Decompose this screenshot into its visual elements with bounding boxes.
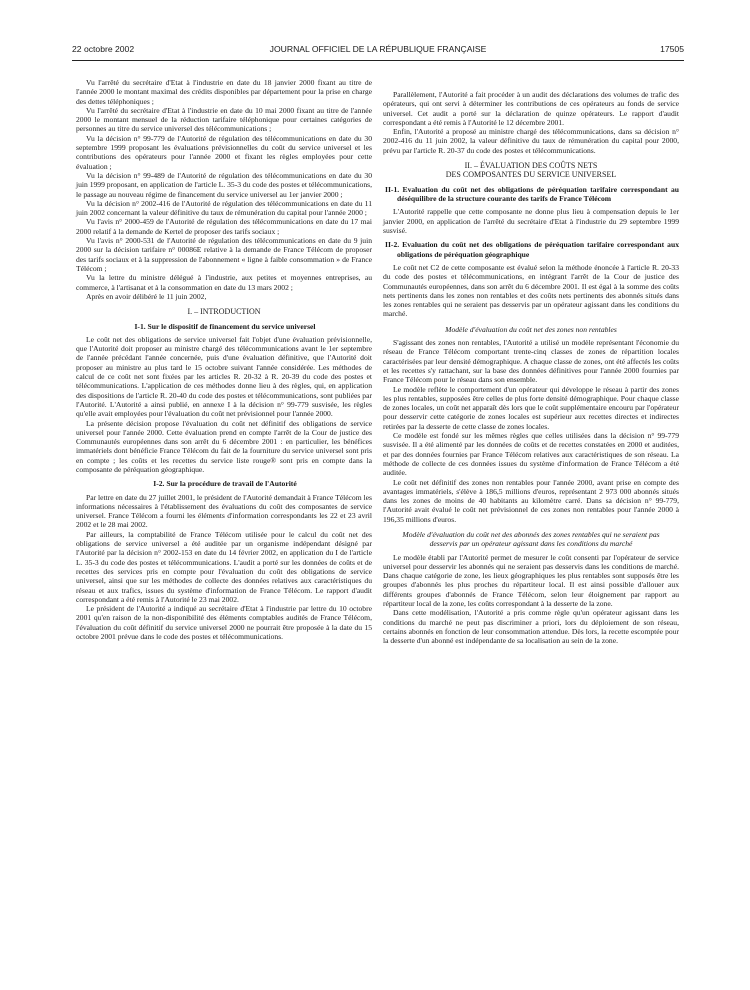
model-heading: Modèle d'évaluation du coût net des zones non rentables [445, 324, 617, 334]
page-number: 17505 [660, 44, 684, 54]
body-paragraph: Dans cette modélisation, l'Autorité a pris comme règle qu'un opérateur agissant dans les conditions du marché ne peut pas discriminer a priori, lors du déploiement de son réseau, certains abonnés en fonction de leur consommation attendue. Dès lors, la recette escomptée pour la desserte d'un abonné est indépendante de sa localisation au sein de la zone. [383, 608, 679, 646]
body-paragraph: La présente décision propose l'évaluation du coût net définitif des obligations de service universel pour l'année 2000. Cette évaluation prend en compte l'arrêt de la Cour de justice des Communautés européennes dans son arrêt du 6 décembre 2001 : en particulier, les bénéfices immatériels dont bénéficie France Télécom du fait de la fourniture du service universel sont pris en compte ; les coûts et les recettes du service liste rouge® sont pris en compte dans la composante de péréquation géographique. [76, 418, 372, 474]
section-heading [383, 161, 679, 180]
section-heading-line: II. – ÉVALUATION DES COÛTS NETS [464, 161, 598, 171]
body-paragraph: Le président de l'Autorité a indiqué au secrétaire d'Etat à l'industrie par lettre du 10 octobre 2001 qu'en raison de la non-disponibilité des éléments comptables audités de France Télécom, l'évaluation du coût définitif du service universel 2000 ne pourrait être proposée à la date du 15 octobre 2001 prévue dans le code des postes et télécommunications. [76, 604, 372, 642]
header-rule [72, 60, 684, 61]
vu-paragraph: Vu l'arrêté du secrétaire d'Etat à l'industrie en date du 10 mai 2000 fixant au titre de l'année 2000 le montant mensuel de la réduction tarifaire téléphonique pour certaines catégories de personnes au titre du service universel des télécommunications ; [76, 105, 372, 134]
body-paragraph: Par ailleurs, la comptabilité de France Télécom utilisée pour le calcul du coût net des obligations de service universel a été auditée par un organisme indépendant désigné par l'Autorité par la décision n° 2002-153 en date du 14 février 2002, en application du I de l'article L. 35-3 du code des postes et télécommunications. L'audit a porté sur les données de coûts et de recettes des services pris en compte pour l'évaluation du coût des obligations de service universel, ainsi que sur les méthodes de collecte des données relatives aux caractéristiques du réseau et aux trafics, issues du système d'information de France Télécom. Le rapport d'audit correspondant a été remis à l'Autorité le 23 mai 2002. [76, 529, 372, 604]
body-paragraph: Le coût net C2 de cette composante est évalué selon la méthode énoncée à l'article R. 20-33 du code des postes et télécommunications, en intégrant l'arrêt de la Cour de justice des Communautés européennes, dans son arrêt du 6 décembre 2001. Il est égal à la somme des coûts nets pertinents dans les zones non rentables et des coûts nets pertinents des abonnés situés dans les zones rentables qui ne seraient pas desservis par un opérateur agissant dans les conditions du marché. [383, 262, 679, 319]
left-column [76, 78, 372, 641]
vu-paragraph: Vu l'avis n° 2000-459 de l'Autorité de régulation des télécommunications en date du 17 mai 2000 relatif à la demande de Kertel de proposer des tarifs sociaux ; [76, 217, 372, 236]
body-paragraph: Le modèle reflète le comportement d'un opérateur qui développe le réseau à partir des zones les plus rentables, supposées être celles de plus forte densité démographique. Pour chaque classe de zones locales, un coût net apparaît dès lors que le coût supplémentaire encouru par l'opérateur pour desservir cette catégorie de zones locales est supérieur aux recettes directes et indirectes retirées par la desserte de cette classe de zones locales. [383, 384, 679, 431]
body-paragraph: Le coût net définitif des zones non rentables pour l'année 2000, avant prise en compte des avantages immatériels, s'élève à 186,5 millions d'euros, représentant 2 973 000 abonnés situés dans les zones de moins de 40 habitants au kilomètre carré. Dans sa décision n° 99-779, l'Autorité avait évalué le coût net prévisionnel de ces zones non rentables pour l'année 2000 à 196,35 millions d'euros. [383, 477, 679, 524]
vu-paragraph: Vu la décision n° 99-779 de l'Autorité de régulation des télécommunications en date du 30 septembre 1999 proposant les évaluations prévisionnelles du coût du service universel et les contributions des opérateurs pour l'année 2000 et fixant les règles employées pour cette évaluation ; [76, 133, 372, 171]
body-paragraph: Enfin, l'Autorité a proposé au ministre chargé des télécommunications, dans sa décision n° 2002-416 du 11 juin 2002, la valeur définitive du taux de rémunération du capital pour 2000, prévu par l'article R. 20-37 du code des postes et télécommunications. [383, 127, 679, 155]
section-heading-line: DES COMPOSANTES DU SERVICE UNIVERSEL [445, 170, 617, 180]
right-column [383, 90, 679, 646]
vu-paragraph: Vu l'avis n° 2000-531 de l'Autorité de régulation des télécommunications en date du 9 juin 2000 sur la décision tarifaire n° 00086E relative à la demande de France Télécom de proposer des tarifs sociaux et à la suppression de l'abonnement « ligne à faible consommation » de France Télécom ; [76, 236, 372, 273]
section-heading: I. – INTRODUCTION [187, 307, 261, 317]
subsection-heading: I-2. Sur la procédure de travail de l'Autorité [153, 479, 297, 489]
subsection-heading: II-2. Evaluation du coût net des obligations de péréquation tarifaire correspondant aux obligations de péréquation géographique [385, 240, 679, 259]
body-paragraph: Le modèle établi par l'Autorité permet de mesurer le coût consenti par l'opérateur de service universel pour desservir les abonnés qui ne seraient pas desservis dans les conditions de marché. Dans chaque catégorie de zone, les lieux géographiques les plus rentables sont supposés être les groupes d'abonnés les plus proches du répartiteur local. Il est ainsi possible d'allouer aux différents groupes d'abonnés de France Télécom, selon leur éloignement par rapport au répartiteur local de la zone, les coûts correspondant à la desserte de la zone. [383, 552, 679, 609]
body-paragraph: S'agissant des zones non rentables, l'Autorité a utilisé un modèle représentant l'économie du réseau de France Télécom comportant trente-cinq classes de zones de répartition locales caractérisées par leur densité démographique. A chaque classe de zones, ont été affectés les coûts et les recettes s'y rattachant, sur la base des données définitives pour l'année 2000 fournies par France Télécom pour le réseau dans son ensemble. [383, 338, 679, 385]
subsection-heading: I-1. Sur le dispositif de financement du service universel [134, 321, 316, 331]
vu-paragraph: Vu l'arrêté du secrétaire d'Etat à l'industrie en date du 18 janvier 2000 fixant au titre de l'année 2000 le montant maximal des crédits disponibles par département pour la prise en charge des dettes téléphoniques ; [76, 78, 372, 106]
body-paragraph: Ce modèle est fondé sur les mêmes règles que celles utilisées dans la décision n° 99-779 susvisée. Il a été alimenté par les données de coûts et de recettes constatées en 2000 et auditées, et par des données fournies par France Télécom relatives aux caractéristiques de son réseau. La méthode de collecte de ces données issues du système d'information de France Télécom a été auditée. [383, 431, 679, 478]
page-header [72, 44, 684, 58]
vu-paragraph: Vu la décision n° 2002-416 de l'Autorité de régulation des télécommunications en date du 11 juin 2002 concernant la valeur définitive du taux de rémunération du capital pour l'année 2000 ; [76, 198, 372, 218]
subsection-heading: II-1. Evaluation du coût net des obligations de péréquation tarifaire correspondant au déséquilibre de la structure courante des tarifs de France Télécom [385, 184, 679, 204]
model-heading: Modèle d'évaluation du coût net des abonnés des zones rentables qui ne seraient pas desservis par un opérateur agissant dans les conditions du marché [402, 529, 660, 549]
deliberation-paragraph: Après en avoir délibéré le 11 juin 2002, [86, 291, 207, 301]
body-paragraph: Par lettre en date du 27 juillet 2001, le président de l'Autorité demandait à France Télécom les informations nécessaires à l'établissement des évaluations du coût des composantes de service universel. France Télécom a fourni les éléments d'information correspondants les 22 et 23 avril 2002 et le 28 mai 2002. [76, 492, 372, 530]
body-paragraph: Parallèlement, l'Autorité a fait procéder à un audit des déclarations des volumes de trafic des opérateurs, qui ont servi à déterminer les contributions de ces opérateurs au fonds de service universel. Cet audit a porté sur la déclaration de quinze opérateurs. Le rapport d'audit correspondant a été remis à l'Autorité le 12 décembre 2001. [383, 90, 679, 127]
body-paragraph: Le coût net des obligations de service universel fait l'objet d'une évaluation prévisionnelle, que l'Autorité doit proposer au ministre chargé des télécommunications avant le 1er septembre de l'année précédant l'année concernée, puis d'une évaluation définitive, que l'Autorité doit proposer au ministre au plus tard le 15 octobre suivant l'année considérée. Les méthodes de calcul de ce coût net sont fixées par les articles R. 20-32 à R. 20-39 du code des postes et télécommunications. L'application de ces méthodes donne lieu à des règles, qui, en application des dispositions de l'article R. 20-40 du code des postes et télécommunications, sont publiées par l'Autorité. L'Autorité a ainsi publié, en annexe I à la décision n° 99-779 susvisée, les règles qu'elle avait employées pour l'évaluation du coût net prévisionnel pour l'année 2000. [76, 334, 372, 419]
journal-title: JOURNAL OFFICIEL DE LA RÉPUBLIQUE FRANÇAISE [269, 44, 487, 54]
vu-paragraph: Vu la lettre du ministre délégué à l'industrie, aux petites et moyennes entreprises, au commerce, à l'artisanat et à la consommation en date du 13 mars 2002 ; [76, 273, 372, 292]
issue-date: 22 octobre 2002 [72, 44, 135, 54]
body-paragraph: L'Autorité rappelle que cette composante ne donne plus lieu à compensation depuis le 1er janvier 2000, en application de l'arrêté du secrétaire d'Etat à l'industrie du 29 septembre 1999 susvisé. [383, 207, 679, 236]
vu-paragraph: Vu la décision n° 99-489 de l'Autorité de régulation des télécommunications en date du 30 juin 1999 proposant, en application de l'article L. 35-3 du code des postes et télécommunications, le passage au nouveau régime de financement du service universel au 1er janvier 2000 ; [76, 170, 372, 199]
